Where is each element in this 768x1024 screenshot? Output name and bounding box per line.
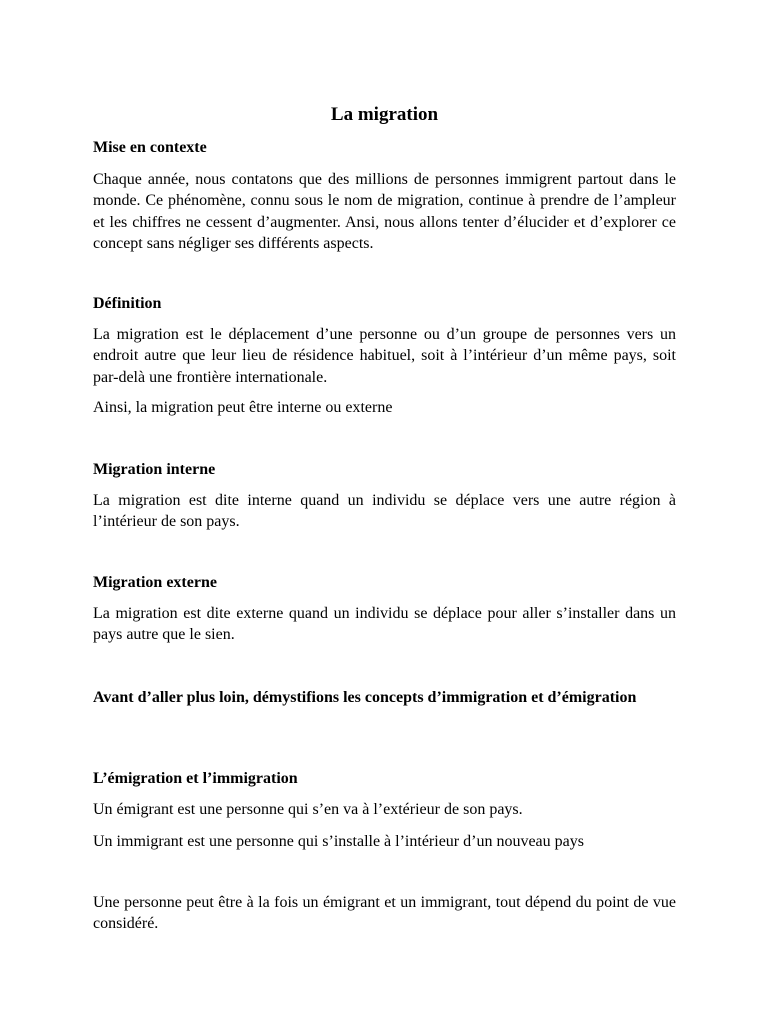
heading-migration-externe: Migration externe — [93, 574, 217, 591]
heading-definition: Définition — [93, 295, 162, 312]
demystification-statement: Avant d’aller plus loin, démystifions les concepts d’immigration et d’émigration — [93, 689, 637, 706]
paragraph-emigrant-definition: Un émigrant est une personne qui s’en va à l’extérieur de son pays. — [93, 801, 523, 818]
heading-emigration-immigration: L’émigration et l’immigration — [93, 770, 298, 787]
paragraph-migration-externe: La migration est dite externe quand un individu se déplace pour aller s’installer dans un pays autre que le sien. — [93, 605, 676, 644]
document-title: La migration — [330, 104, 439, 125]
heading-mise-en-contexte: Mise en contexte — [93, 139, 207, 156]
paragraph-immigrant-definition: Un immigrant est une personne qui s’installe à l’intérieur d’un nouveau pays — [93, 833, 584, 850]
paragraph-contexte: Chaque année, nous contatons que des millions de personnes immigrent partout dans le monde. Ce phénomène, connu sous le nom de migration, continue à prendre de l’ampleur et les chiffres ne cessent d’augmenter. Ansi, nous allons tenter d’élucider et d’explorer ce concept sans négliger ses différents aspects. — [93, 171, 676, 252]
paragraph-migration-interne: La migration est dite interne quand un individu se déplace vers une autre région à l’intérieur de son pays. — [93, 492, 676, 531]
paragraph-definition: La migration est le déplacement d’une personne ou d’un groupe de personnes vers un endroit autre que leur lieu de résidence habituel, soit à l’intérieur d’un même pays, soit par-delà une frontière internationale. — [93, 326, 676, 386]
heading-migration-interne: Migration interne — [93, 461, 216, 478]
paragraph-conclusion: Une personne peut être à la fois un émigrant et un immigrant, tout dépend du point de vue considéré. — [93, 894, 676, 933]
paragraph-definition-ainsi: Ainsi, la migration peut être interne ou externe — [93, 399, 393, 416]
